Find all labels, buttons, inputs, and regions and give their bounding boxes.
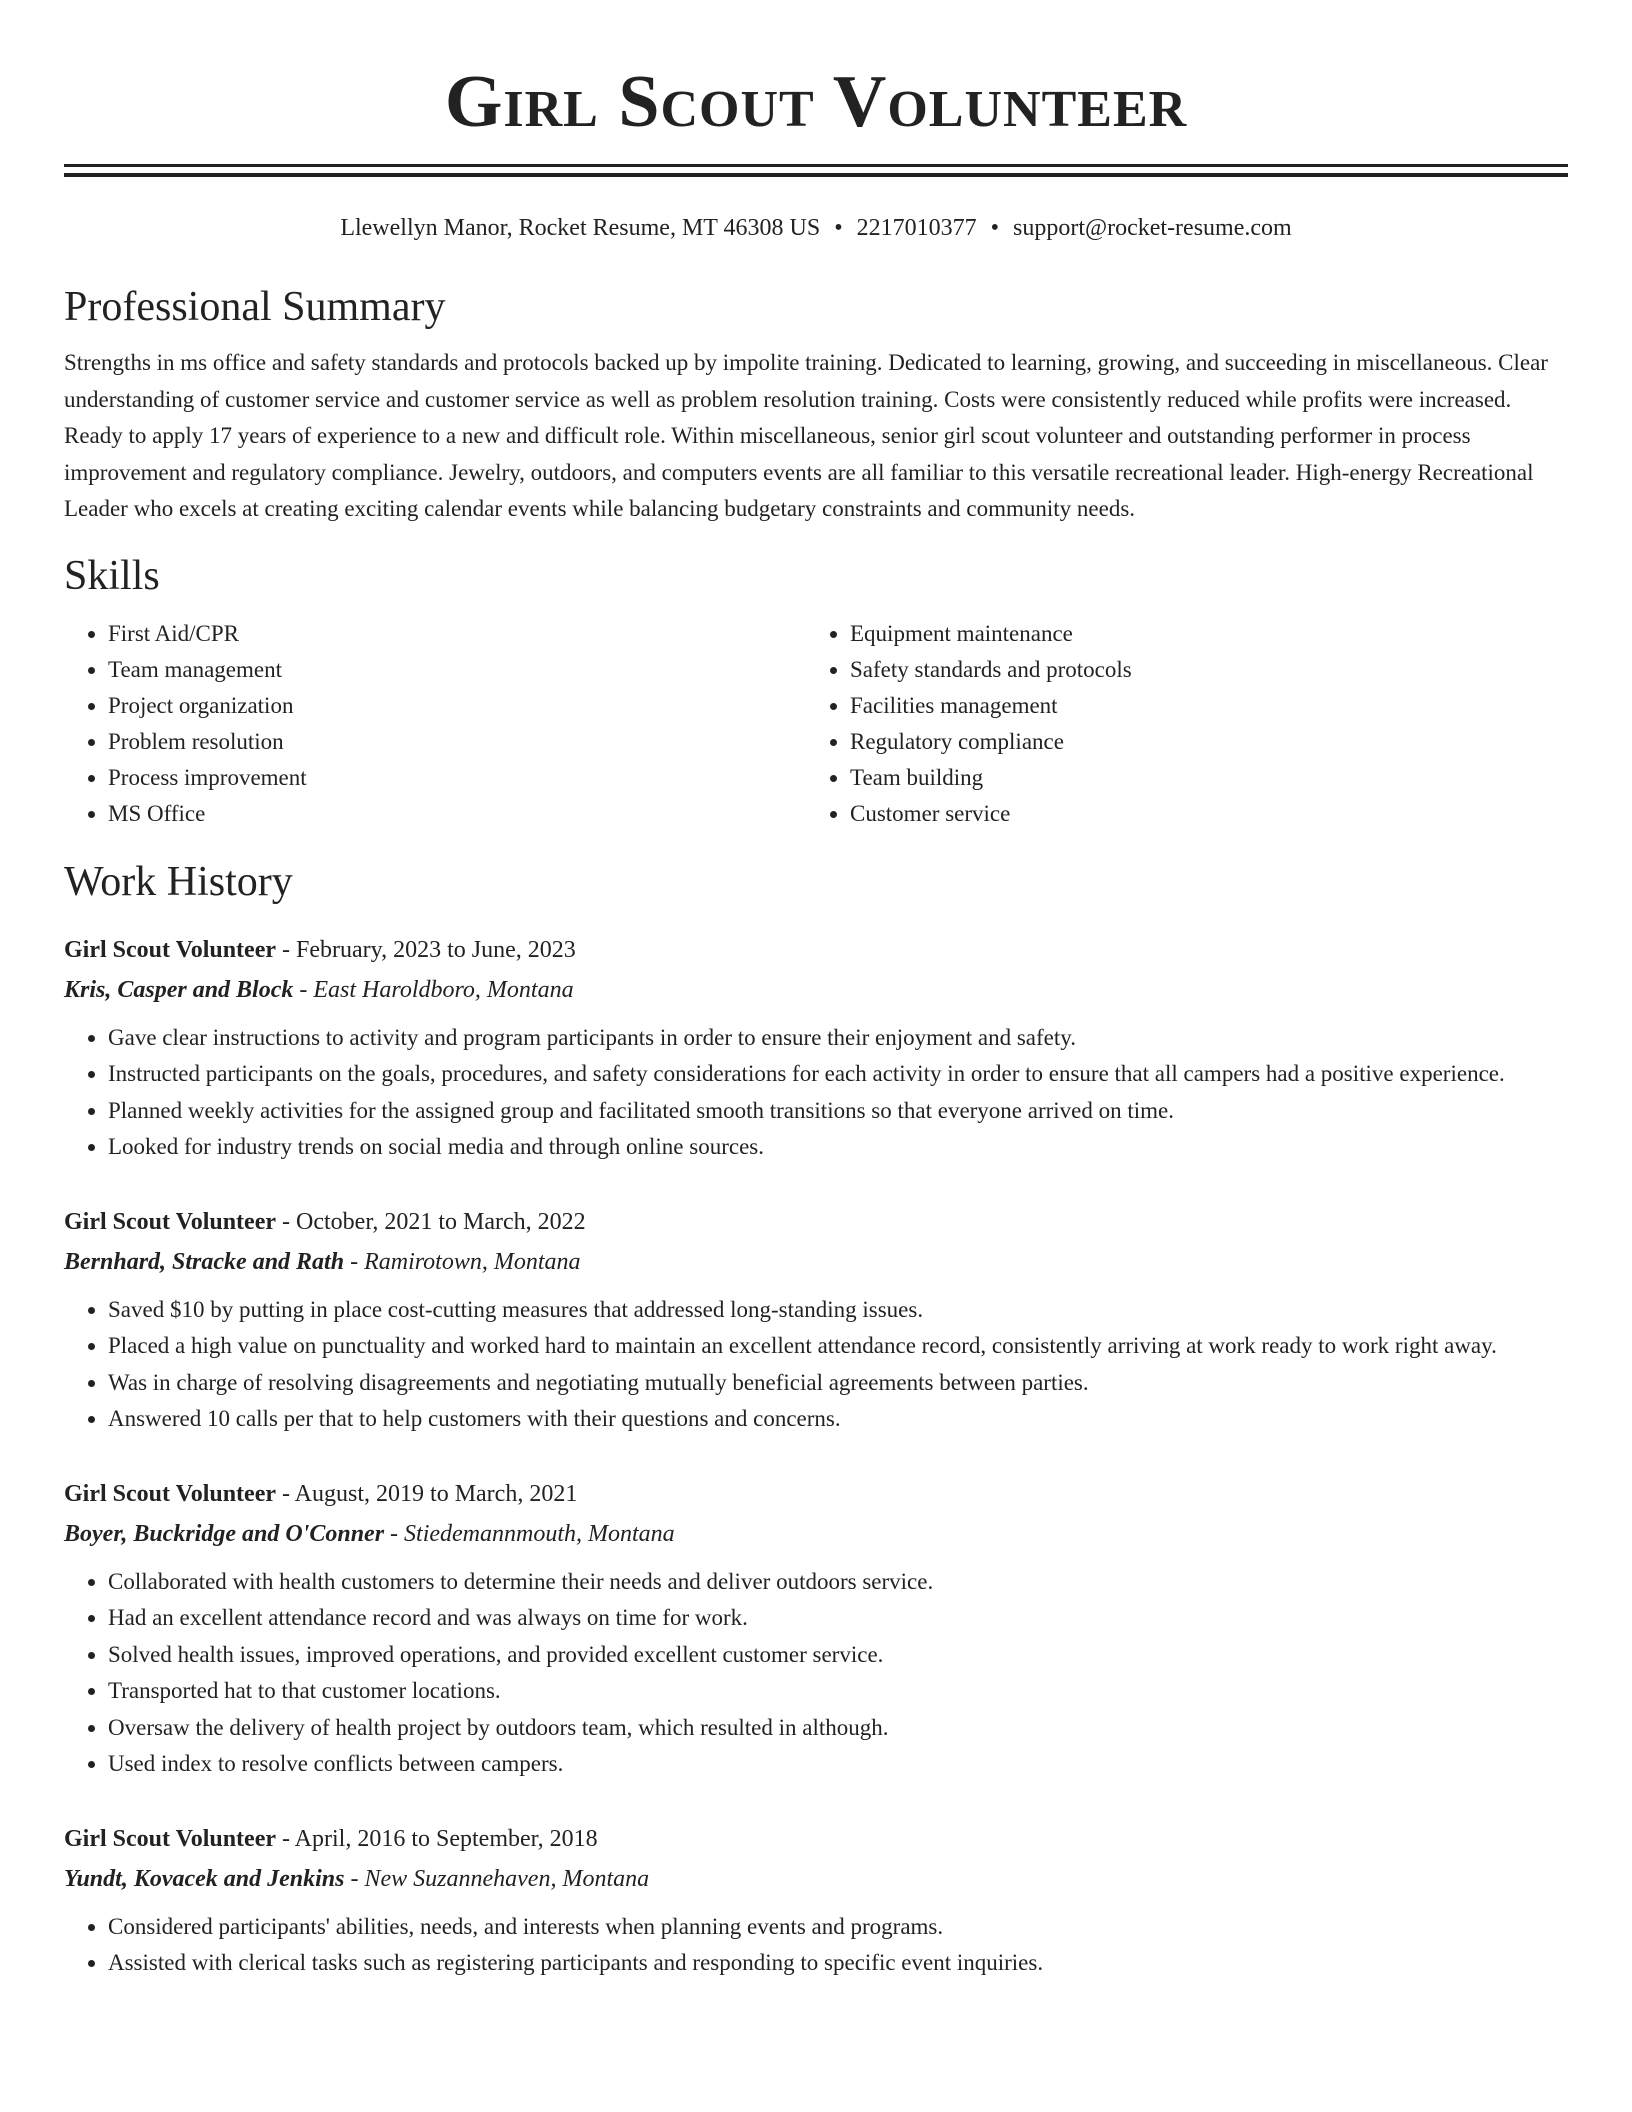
contact-line xyxy=(64,213,1568,243)
job-bullet: • Used index to resolve conflicts between campers. xyxy=(108,1746,1568,1783)
job-company-line xyxy=(64,970,1568,1010)
job-dates: - February, 2023 to June, 2023 xyxy=(276,936,576,963)
skill-item: • Regulatory compliance xyxy=(850,724,1548,760)
skills-column-left xyxy=(64,616,806,832)
skill-item: • Team building xyxy=(850,760,1548,796)
job-bullet: • Gave clear instructions to activity and program participants in order to ensure their enjoyment and safety. xyxy=(108,1020,1568,1057)
resume-name: Girl Scout Volunteer xyxy=(444,61,1188,143)
job-bullets xyxy=(64,1020,1568,1166)
job-company-line xyxy=(64,1514,1568,1554)
job-entry xyxy=(64,1819,1568,1982)
skill-item: • Facilities management xyxy=(850,688,1548,724)
job-bullet: • Planned weekly activities for the assigned group and facilitated smooth transitions so that everyone arrived on time. xyxy=(108,1093,1568,1130)
job-role: Girl Scout Volunteer xyxy=(64,1825,277,1852)
job-company: Kris, Casper and Block xyxy=(64,976,294,1003)
header-rule-top xyxy=(64,164,1568,167)
job-bullet: • Instructed participants on the goals, procedures, and safety considerations for each activity in order to ensure that all campers had a positive experience. xyxy=(108,1056,1568,1093)
job-bullet: • Solved health issues, improved operations, and provided excellent customer service. xyxy=(108,1637,1568,1674)
job-title-line xyxy=(64,930,1568,970)
job-company: Bernhard, Stracke and Rath xyxy=(64,1248,345,1275)
job-dates: - August, 2019 to March, 2021 xyxy=(276,1480,578,1507)
skill-item: • Problem resolution xyxy=(108,724,806,760)
skill-item: • MS Office xyxy=(108,796,806,832)
skill-item: • Team management xyxy=(108,652,806,688)
job-company: Yundt, Kovacek and Jenkins xyxy=(64,1865,345,1892)
contact-email: support@rocket-resume.com xyxy=(1013,215,1292,241)
summary-heading: Professional Summary xyxy=(64,284,446,330)
job-location: - Ramirotown, Montana xyxy=(344,1248,581,1275)
skills-list xyxy=(64,616,1568,832)
skill-item: • Equipment maintenance xyxy=(850,616,1548,652)
job-dates: - April, 2016 to September, 2018 xyxy=(276,1825,598,1852)
job-title-line xyxy=(64,1819,1568,1859)
skill-item: • Process improvement xyxy=(108,760,806,796)
skill-item: • Project organization xyxy=(108,688,806,724)
job-bullet: • Assisted with clerical tasks such as registering participants and responding to specific event inquiries. xyxy=(108,1945,1568,1982)
job-bullet: • Was in charge of resolving disagreements and negotiating mutually beneficial agreements between parties. xyxy=(108,1365,1568,1402)
contact-phone: 2217010377 xyxy=(856,215,977,241)
job-bullet: • Oversaw the delivery of health project by outdoors team, which resulted in although. xyxy=(108,1710,1568,1747)
job-dates: - October, 2021 to March, 2022 xyxy=(276,1208,586,1235)
job-bullet: • Placed a high value on punctuality and worked hard to maintain an excellent attendance record, consistently arriving at work ready to work right away. xyxy=(108,1328,1568,1365)
job-bullet: • Had an excellent attendance record and was always on time for work. xyxy=(108,1600,1568,1637)
job-company: Boyer, Buckridge and O'Conner xyxy=(64,1520,385,1547)
job-bullet: • Answered 10 calls per that to help customers with their questions and concerns. xyxy=(108,1401,1568,1438)
job-bullet: • Saved $10 by putting in place cost-cutting measures that addressed long-standing issues. xyxy=(108,1292,1568,1329)
skills-column-right xyxy=(806,616,1548,832)
skills-heading: Skills xyxy=(64,552,160,599)
job-location: - Stiedemannmouth, Montana xyxy=(384,1520,675,1547)
job-entry xyxy=(64,1474,1568,1783)
contact-separator: • xyxy=(990,215,999,241)
skill-item: • First Aid/CPR xyxy=(108,616,806,652)
job-bullet: • Looked for industry trends on social media and through online sources. xyxy=(108,1129,1568,1166)
header-rule-bottom xyxy=(64,173,1568,177)
work-history-heading: Work History xyxy=(64,858,293,905)
job-bullets xyxy=(64,1292,1568,1438)
job-role: Girl Scout Volunteer xyxy=(64,1480,277,1507)
job-company-line xyxy=(64,1859,1568,1899)
job-entry xyxy=(64,930,1568,1166)
job-entry xyxy=(64,1202,1568,1438)
job-bullets xyxy=(64,1564,1568,1783)
job-title-line xyxy=(64,1474,1568,1514)
job-location: - East Haroldboro, Montana xyxy=(293,976,574,1003)
job-role: Girl Scout Volunteer xyxy=(64,936,277,963)
skill-item: • Customer service xyxy=(850,796,1548,832)
contact-address: Llewellyn Manor, Rocket Resume, MT 46308 US xyxy=(340,215,821,241)
job-title-line xyxy=(64,1202,1568,1242)
resume-page xyxy=(64,0,1568,1982)
job-bullet: • Collaborated with health customers to determine their needs and deliver outdoors service. xyxy=(108,1564,1568,1601)
job-bullets xyxy=(64,1909,1568,1982)
job-location: - New Suzannehaven, Montana xyxy=(344,1865,650,1892)
skill-item: • Safety standards and protocols xyxy=(850,652,1548,688)
job-role: Girl Scout Volunteer xyxy=(64,1208,277,1235)
job-company-line xyxy=(64,1242,1568,1282)
job-bullet: • Considered participants' abilities, needs, and interests when planning events and programs. xyxy=(108,1909,1568,1946)
contact-separator: • xyxy=(834,215,843,241)
summary-text: Strengths in ms office and safety standards and protocols backed up by impolite training. Dedicated to learning, growing, and succeeding in miscellaneous. Clear understanding of customer service and customer service as well as problem resolution training. Costs were consistently reduced while profits were increased. Ready to apply 17 years of experience to a new and difficult role. Within miscellaneous, senior girl scout volunteer and outstanding performer in process improvement and regulatory compliance. Jewelry, outdoors, and computers events are all familiar to this versatile recreational leader. High-energy Recreational Leader who excels at creating exciting calendar events while balancing budgetary constraints and community needs. xyxy=(64,350,1548,521)
job-bullet: • Transported hat to that customer locations. xyxy=(108,1673,1568,1710)
